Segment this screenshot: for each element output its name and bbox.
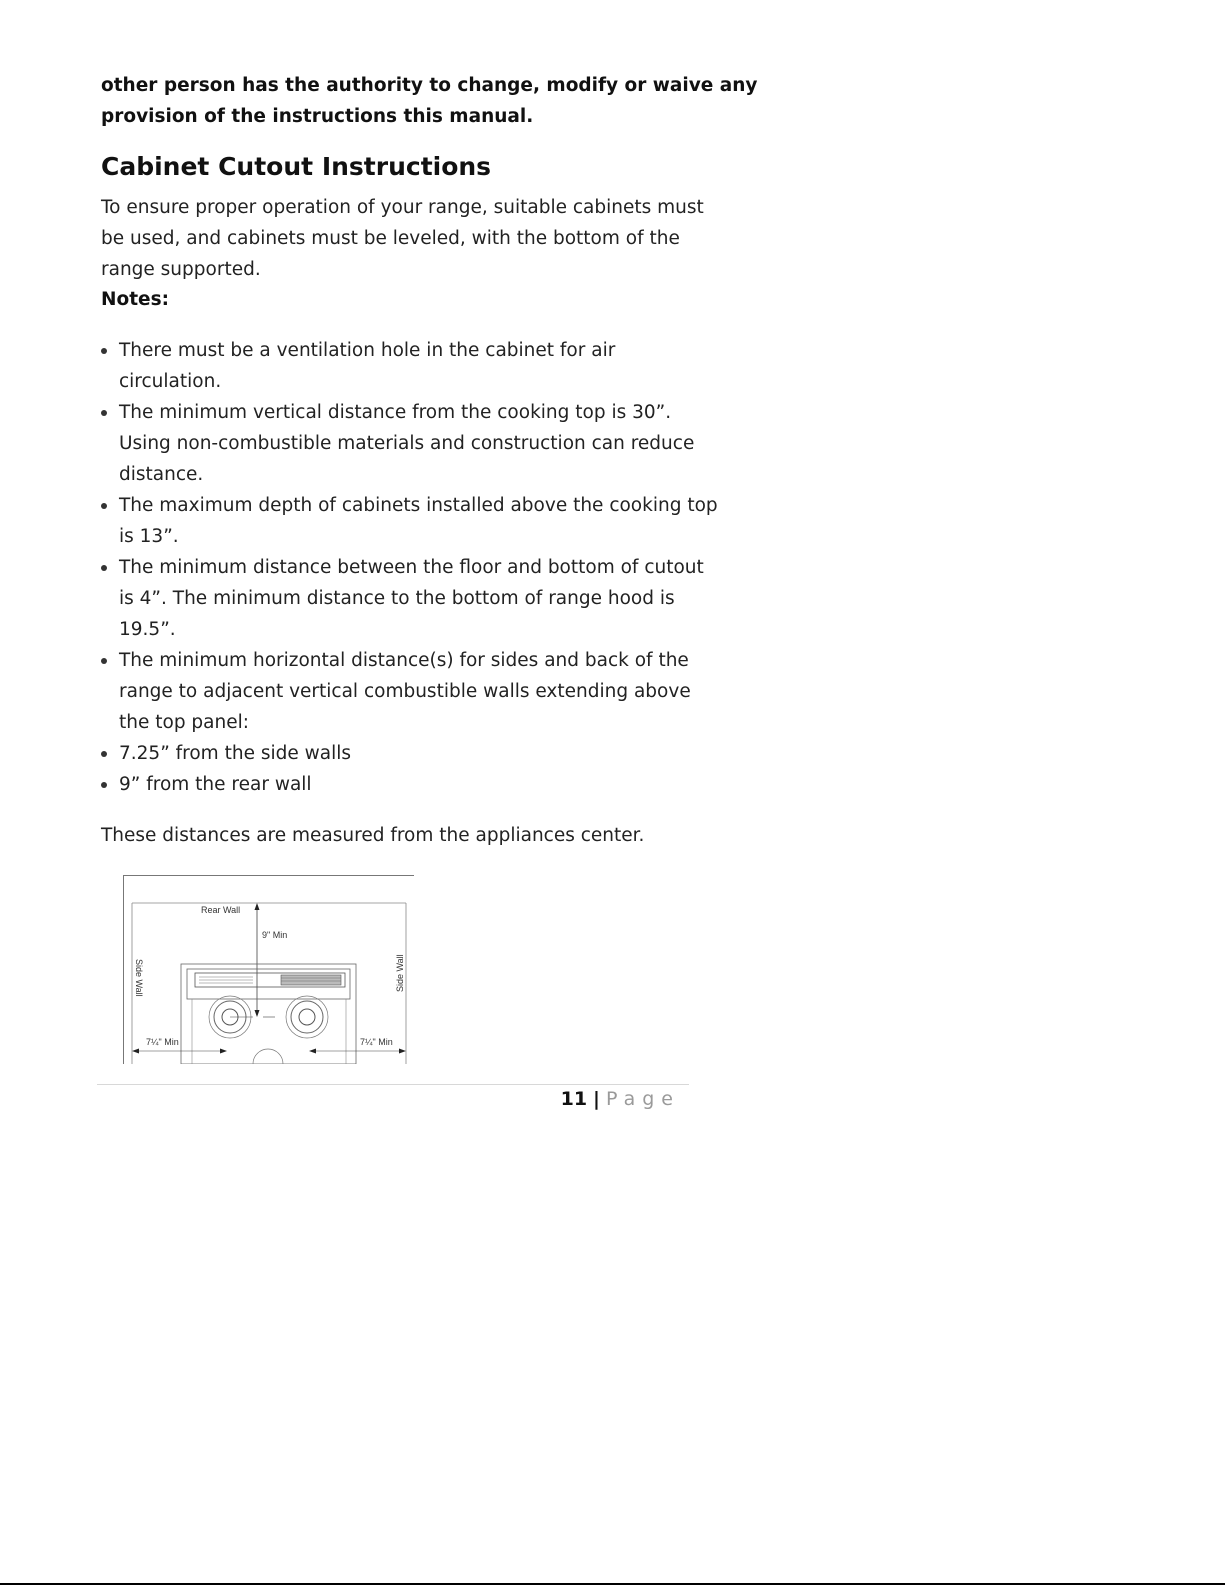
arrow-left-icon — [132, 1049, 139, 1054]
arrow-up-icon — [255, 903, 260, 910]
arrow-right-icon — [399, 1049, 406, 1054]
intro-text — [101, 70, 758, 132]
list-item-line: 7.25” from the side walls — [119, 743, 351, 764]
section-title: Cabinet Cutout Instructions — [101, 152, 492, 181]
list-item-line: The minimum distance between the floor and bottom of cutout — [119, 557, 704, 578]
left-min-label: 7¼" Min — [146, 1037, 179, 1047]
list-item-line: circulation. — [119, 371, 222, 392]
list-item-line: is 4”. The minimum distance to the bottom of range hood is — [119, 588, 675, 609]
page-number: 11 — [560, 1088, 588, 1110]
list-item-line: distance. — [119, 464, 204, 485]
burner-icon — [253, 1049, 283, 1064]
rear-wall-label: Rear Wall — [201, 905, 241, 915]
bullet-icon — [101, 565, 107, 571]
arrow-left-icon — [309, 1049, 316, 1054]
bullet-icon — [101, 751, 107, 757]
bullet-icon — [101, 782, 107, 788]
list-item-line: 19.5”. — [119, 619, 176, 640]
paragraph-line: To ensure proper operation of your range, suitable cabinets must — [101, 197, 704, 218]
paragraph-line: be used, and cabinets must be leveled, with the bottom of the — [101, 228, 680, 249]
intro-line: other person has the authority to change, modify or waive any — [101, 75, 758, 96]
list-item — [101, 397, 701, 490]
list-item-line: the top panel: — [119, 712, 249, 733]
list-item — [101, 335, 701, 397]
right-min-label: 7¼" Min — [360, 1037, 393, 1047]
clearance-diagram — [123, 875, 414, 1064]
list-item-line: The maximum depth of cabinets installed above the cooking top — [119, 495, 718, 516]
list-item-line: There must be a ventilation hole in the cabinet for air — [119, 340, 616, 361]
notes-list — [101, 335, 718, 800]
side-wall-right-label: Side Wall — [395, 954, 405, 992]
list-item-line: The minimum vertical distance from the cooking top is 30”. — [119, 402, 672, 423]
section-paragraph — [101, 192, 704, 285]
intro-line: provision of the instructions this manual. — [101, 106, 534, 127]
list-item-line: range to adjacent vertical combustible walls extending above — [119, 681, 691, 702]
arrow-right-icon — [220, 1049, 227, 1054]
side-wall-left-label: Side Wall — [134, 959, 144, 997]
list-item — [101, 738, 701, 769]
bullet-icon — [101, 658, 107, 664]
list-item-line: is 13”. — [119, 526, 179, 547]
list-item-line: The minimum horizontal distance(s) for sides and back of the — [119, 650, 689, 671]
list-item-line: 9” from the rear wall — [119, 774, 312, 795]
list-item — [101, 490, 718, 552]
bullet-icon — [101, 348, 107, 354]
closing-text: These distances are measured from the appliances center. — [101, 825, 645, 846]
list-item — [101, 552, 704, 645]
paragraph-line: range supported. — [101, 259, 261, 280]
list-item-line: Using non-combustible materials and construction can reduce — [119, 433, 695, 454]
notes-label: Notes: — [101, 289, 169, 310]
arrow-down-icon — [255, 1010, 260, 1017]
list-item — [101, 645, 701, 738]
rear-min-label: 9" Min — [262, 930, 288, 940]
burner-icon — [286, 996, 328, 1038]
page-footer — [561, 1088, 680, 1110]
list-item — [101, 769, 701, 800]
page-separator: | — [593, 1088, 600, 1110]
footer-divider — [97, 1084, 689, 1085]
bullet-icon — [101, 410, 107, 416]
page-word: Page — [606, 1088, 680, 1110]
bullet-icon — [101, 503, 107, 509]
